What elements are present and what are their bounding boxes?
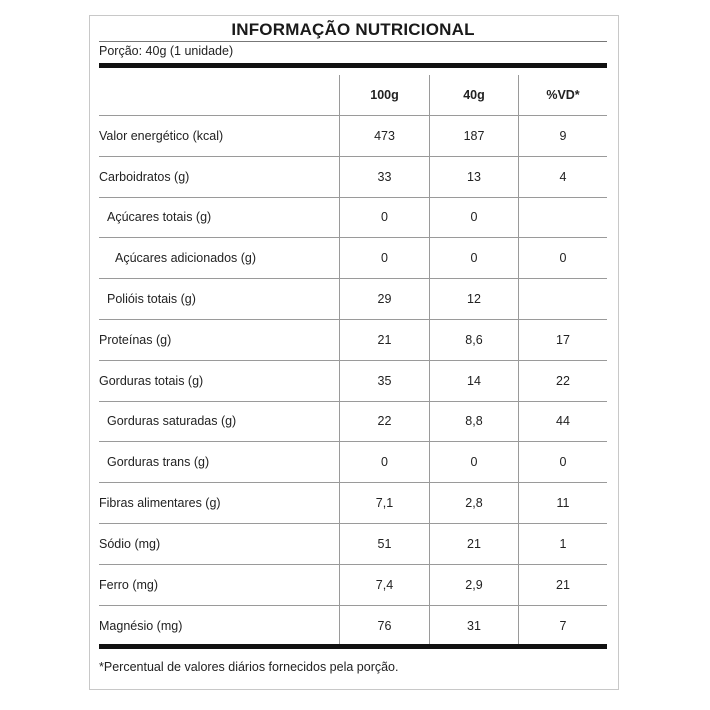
serving-size: Porção: 40g (1 unidade) — [99, 44, 234, 58]
value-40g: 2,8 — [429, 483, 518, 523]
table-row — [99, 606, 607, 647]
nutrient-name: Polióis totais (g) — [107, 292, 196, 307]
nutrient-name: Proteínas (g) — [99, 332, 172, 347]
value-100g: 35 — [339, 361, 429, 401]
table-row — [99, 320, 607, 361]
value-100g: 0 — [339, 198, 429, 238]
value-40g: 12 — [429, 279, 518, 319]
value-vd: 44 — [518, 402, 607, 442]
header-40g: 40g — [429, 75, 518, 115]
table-row — [99, 157, 607, 198]
header-vd: %VD* — [518, 75, 607, 115]
value-40g: 2,9 — [429, 565, 518, 605]
header-nutrient-cell — [99, 75, 339, 115]
value-40g: 21 — [429, 524, 518, 564]
value-40g: 8,6 — [429, 320, 518, 360]
table-row — [99, 524, 607, 565]
nutrition-table — [99, 75, 607, 646]
footnote: *Percentual de valores diários fornecidos pela porção. — [99, 660, 399, 674]
nutrient-name: Valor energético (kcal) — [99, 128, 224, 143]
top-thick-divider — [99, 63, 607, 68]
table-row — [99, 402, 607, 443]
table-row — [99, 279, 607, 320]
value-100g: 473 — [339, 116, 429, 156]
label-title: INFORMAÇÃO NUTRICIONAL — [231, 20, 475, 39]
value-vd: 1 — [518, 524, 607, 564]
value-vd: 11 — [518, 483, 607, 523]
value-40g: 13 — [429, 157, 518, 197]
value-100g: 33 — [339, 157, 429, 197]
table-body — [99, 116, 607, 646]
value-vd: 0 — [518, 442, 607, 482]
value-vd: 4 — [518, 157, 607, 197]
value-100g: 7,4 — [339, 565, 429, 605]
value-100g: 51 — [339, 524, 429, 564]
table-row — [99, 361, 607, 402]
bottom-thick-divider — [99, 644, 607, 649]
value-100g: 7,1 — [339, 483, 429, 523]
value-40g: 0 — [429, 198, 518, 238]
value-40g: 0 — [429, 442, 518, 482]
table-row — [99, 442, 607, 483]
table-row — [99, 565, 607, 606]
table-row — [99, 238, 607, 279]
value-100g: 29 — [339, 279, 429, 319]
value-vd: 0 — [518, 238, 607, 278]
nutrient-name: Ferro (mg) — [99, 577, 159, 592]
header-100g: 100g — [339, 75, 429, 115]
value-100g: 0 — [339, 442, 429, 482]
nutrient-name: Sódio (mg) — [99, 536, 161, 551]
table-row — [99, 116, 607, 157]
value-40g: 31 — [429, 606, 518, 647]
value-100g: 76 — [339, 606, 429, 647]
table-row — [99, 483, 607, 524]
nutrient-name: Gorduras saturadas (g) — [107, 414, 237, 429]
value-vd: 22 — [518, 361, 607, 401]
table-row — [99, 198, 607, 239]
nutrient-name: Magnésio (mg) — [99, 618, 183, 633]
nutrient-name: Açúcares totais (g) — [107, 210, 212, 225]
value-vd: 21 — [518, 565, 607, 605]
value-40g: 14 — [429, 361, 518, 401]
nutrient-name: Gorduras trans (g) — [107, 455, 210, 470]
value-100g: 21 — [339, 320, 429, 360]
value-vd: 17 — [518, 320, 607, 360]
nutrient-name: Carboidratos (g) — [99, 169, 190, 184]
table-header-row — [99, 75, 607, 116]
value-vd: 7 — [518, 606, 607, 647]
value-100g: 22 — [339, 402, 429, 442]
value-40g: 187 — [429, 116, 518, 156]
value-vd — [518, 198, 607, 238]
nutrient-name: Gorduras totais (g) — [99, 373, 204, 388]
value-40g: 0 — [429, 238, 518, 278]
value-vd — [518, 279, 607, 319]
value-vd: 9 — [518, 116, 607, 156]
nutrient-name: Fibras alimentares (g) — [99, 496, 221, 511]
value-100g: 0 — [339, 238, 429, 278]
nutrient-name: Açúcares adicionados (g) — [115, 251, 257, 266]
title-divider — [99, 41, 607, 42]
value-40g: 8,8 — [429, 402, 518, 442]
